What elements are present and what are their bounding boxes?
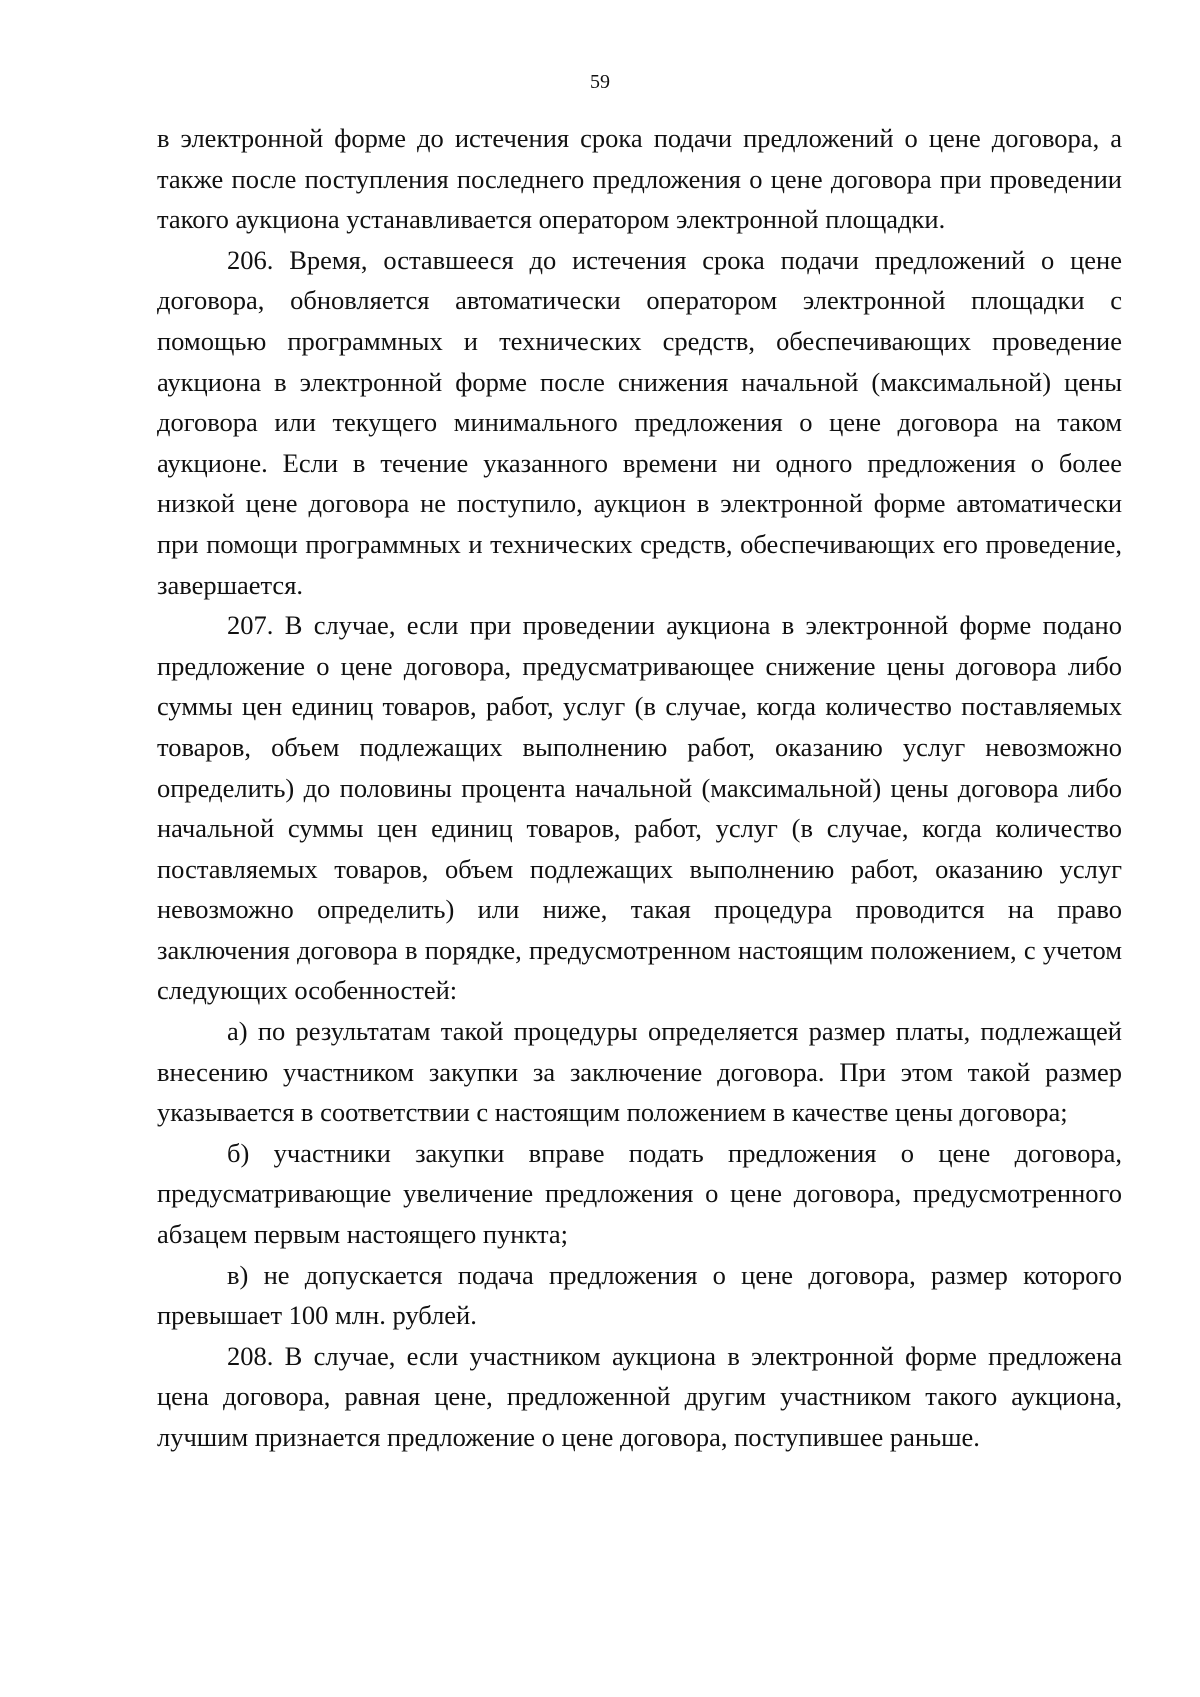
paragraph-207-b: б) участники закупки вправе подать предложения о цене договора, предусматривающие увеличение предложения о цене договора, предусмотренного абзацем первым настоящего пункта;: [157, 1137, 1122, 1250]
paragraph-208: 208. В случае, если участником аукциона в электронной форме предложена цена договора, равная цене, предложенной другим участником такого аукциона, лучшим признается предложение о цене договора, поступившее раньше.: [157, 1340, 1122, 1452]
paragraph-207-v: в) не допускается подача предложения о цене договора, размер которого превышает 100 млн. рублей.: [157, 1259, 1122, 1331]
paragraph-207: 207. В случае, если при проведении аукциона в электронной форме подано предложение о цене договора, предусматривающее снижение цены договора либо суммы цен единиц товаров, работ, услуг (в случае, когда количество поставляемых товаров, объем подлежащих выполнению работ, оказанию услуг невозможно определить) до половины процента начальной (максимальной) цены договора либо начальной суммы цен единиц товаров, работ, услуг (в случае, когда количество поставляемых товаров, объем подлежащих выполнению работ, оказанию услуг невозможно определить) или ниже, такая процедура проводится на право заключения договора в порядке, предусмотренном настоящим положением, с учетом следующих особенностей:: [157, 610, 1122, 1006]
page-number: 59: [590, 71, 610, 93]
paragraph-continuation: в электронной форме до истечения срока подачи предложений о цене договора, а также после поступления последнего предложения о цене договора при проведении такого аукциона устанавливается оператором электронной площадки.: [157, 123, 1122, 235]
paragraph-207-a: а) по результатам такой процедуры определяется размер платы, подлежащей внесению участником закупки за заключение договора. При этом такой размер указывается в соответствии с настоящим положением в качестве цены договора;: [157, 1016, 1122, 1128]
document-body: [157, 118, 1122, 1458]
paragraph-206: 206. Время, оставшееся до истечения срока подачи предложений о цене договора, обновляется автоматически оператором электронной площадки с помощью программных и технических средств, обеспечивающих проведение аукциона в электронной форме после снижения начальной (максимальной) цены договора или текущего минимального предложения о цене договора на таком аукционе. Если в течение указанного времени ни одного предложения о более низкой цене договора не поступило, аукцион в электронной форме автоматически при помощи программных и технических средств, обеспечивающих его проведение, завершается.: [157, 244, 1122, 600]
